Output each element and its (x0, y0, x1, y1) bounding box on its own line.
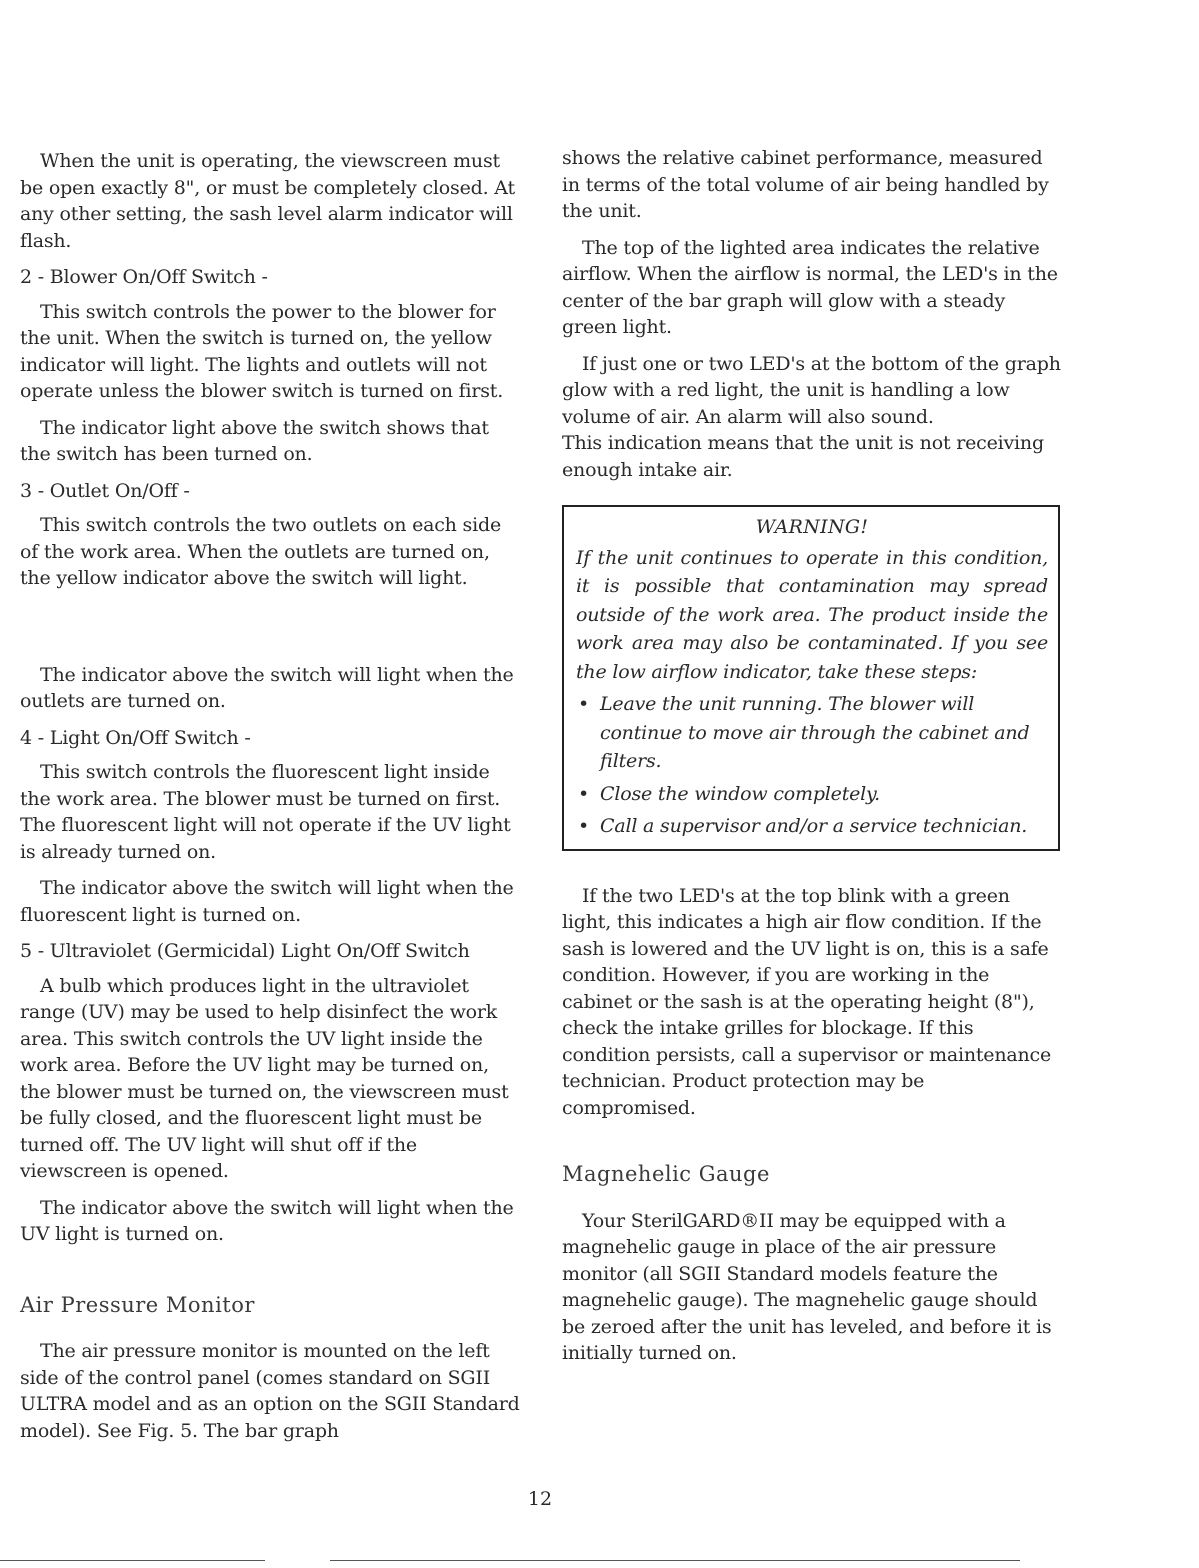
bullet-icon: • (578, 782, 590, 805)
warning-step-text: Leave the unit running. The blower will continue to move air through the cabinet and filters. (600, 693, 1030, 772)
warning-step (576, 690, 1048, 776)
blower-switch-heading: 2 - Blower On/Off Switch - (20, 266, 268, 288)
high-airflow-paragraph: If the two LED's at the top blink with a green light, this indicates a high air flow condition. If the sash is lowered and the UV light is on, this is a safe condition. However, if you are working in the cabinet or the sash is at the operating height (8"), check the intake grilles for blockage. If this condition persists, call a supervisor or maintenance technician. Product protection may be compromised. (562, 884, 1052, 1119)
warning-step (576, 812, 1048, 841)
spacer (20, 602, 520, 662)
light-paragraph: This switch controls the fluorescent light inside the work area. The blower must be turned on first. The fluorescent light will not operate if the UV light is already turned on. (20, 761, 511, 863)
warning-box (562, 505, 1060, 851)
footer-rule (0, 1560, 265, 1561)
outlet-paragraph: This switch controls the two outlets on each side of the work area. When the outlets are turned on, the yellow indicator above the switch will light. (20, 514, 501, 589)
warning-steps-list (576, 690, 1048, 841)
warning-title: WARNING! (755, 516, 869, 538)
air-pressure-monitor-heading: Air Pressure Monitor (20, 1292, 255, 1317)
light-switch-heading: 4 - Light On/Off Switch - (20, 726, 251, 749)
left-column (20, 148, 520, 1454)
bullet-icon: • (578, 815, 590, 837)
uv-switch-heading: 5 - Ultraviolet (Germicidal) Light On/Off Switch (20, 940, 470, 962)
sash-paragraph: When the unit is operating, the viewscreen must be open exactly 8", or must be completely closed. At any other setting, the sash level alarm indicator will flash. (20, 150, 515, 252)
warning-body: If the unit continues to operate in this condition, it is possible that contamination may spread outside of the work area. The product inside the work area may also be contaminated. If you see the low airflow indicator, take these steps: (576, 546, 1048, 683)
magnehelic-gauge-paragraph: Your SterilGARD®II may be equipped with a magnehelic gauge in place of the air pressure monitor (all SGII Standard models feature the magnehelic gauge). The magnehelic gauge should be zeroed after the unit has leveled, and before it is initially turned on. (562, 1209, 1052, 1364)
right-column (562, 145, 1062, 1377)
page-number: 12 (527, 1488, 553, 1510)
air-pressure-monitor-paragraph: The air pressure monitor is mounted on the left side of the control panel (comes standard on SGII ULTRA model and as an option on the SGII Standard model). See Fig. 5. The bar graph (20, 1340, 520, 1442)
warning-step (576, 780, 1048, 809)
light-indicator-paragraph: The indicator above the switch will light when the fluorescent light is turned on. (20, 877, 514, 926)
normal-airflow-paragraph: The top of the lighted area indicates the relative airflow. When the airflow is normal, the LED's in the center of the bar graph will glow with a steady green light. (562, 236, 1058, 338)
low-airflow-meaning-paragraph: This indication means that the unit is not receiving enough intake air. (562, 432, 1044, 481)
low-airflow-paragraph: If just one or two LED's at the bottom of the graph glow with a red light, the unit is handling a low volume of air. An alarm will also sound. (562, 352, 1061, 428)
blower-paragraph: This switch controls the power to the blower for the unit. When the switch is turned on, the yellow indicator will light. The lights and outlets will not operate unless the blower switch is turned on first. (20, 300, 504, 402)
blower-indicator-paragraph: The indicator light above the switch shows that the switch has been turned on. (20, 416, 489, 465)
outlet-switch-heading: 3 - Outlet On/Off - (20, 479, 190, 502)
uv-paragraph: A bulb which produces light in the ultraviolet range (UV) may be used to help disinfect the work area. This switch controls the UV light inside the work area. Before the UV light may be turned on, the blower must be turned on, the viewscreen must be fully closed, and the fluorescent light must be turned off. The UV light will shut off if the viewscreen is opened. (20, 974, 509, 1182)
warning-step-text: Call a supervisor and/or a service technician. (600, 815, 1028, 837)
warning-step-text: Close the window completely. (600, 782, 880, 805)
outlet-indicator-paragraph: The indicator above the switch will light when the outlets are turned on. (20, 663, 514, 712)
magnehelic-gauge-heading: Magnehelic Gauge (562, 1162, 770, 1186)
bullet-icon: • (578, 693, 590, 715)
uv-indicator-paragraph: The indicator above the switch will light when the UV light is turned on. (20, 1196, 514, 1245)
footer-rule (330, 1560, 1020, 1561)
bar-graph-continued-paragraph: shows the relative cabinet performance, measured in terms of the total volume of air being handled by the unit. (562, 147, 1049, 222)
